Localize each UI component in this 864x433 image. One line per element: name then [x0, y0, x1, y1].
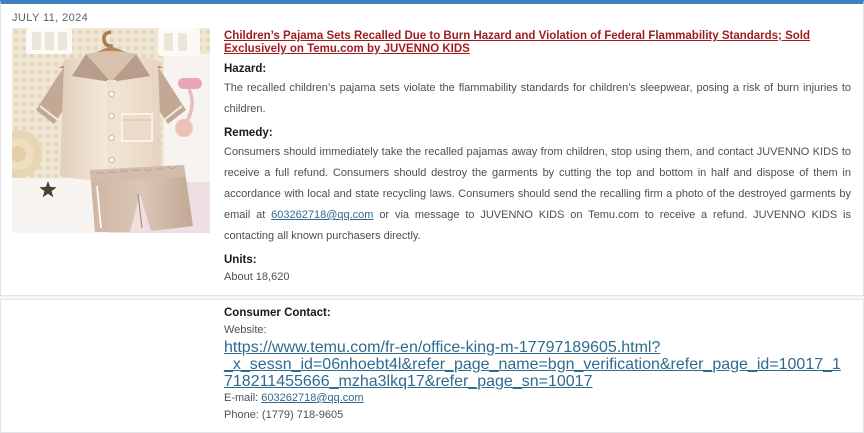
recall-body: [1, 28, 863, 295]
consumer-contact-label: Consumer Contact:: [224, 307, 331, 319]
website-label: Website:: [224, 324, 267, 336]
email-label: E-mail:: [224, 392, 262, 404]
recall-title-link[interactable]: Children’s Pajama Sets Recalled Due to Burn Hazard and Violation of Federal Flammability Standards; Sold Exclusively on Temu.com by JUVENNO KIDS: [224, 30, 810, 55]
website-url-link[interactable]: [224, 339, 849, 390]
hazard-text: The recalled children’s pajama sets violate the flammability standards for children’s sleepwear, posing a risk of burn injuries to children.: [224, 82, 851, 115]
consumer-contact-section: [1, 300, 863, 432]
remedy-email-link[interactable]: 603262718@qq.com: [271, 209, 374, 221]
consumer-contact-card: [0, 299, 864, 433]
product-photo[interactable]: [12, 28, 210, 233]
email-link[interactable]: 603262718@qq.com: [261, 392, 364, 404]
recall-date: JULY 11, 2024: [12, 12, 89, 24]
website-url-line2: _x_sessn_id=06nhoebt4l&refer_page_name=bgn_verification&refer_page_id=10017_1718211455666_mzha3lkq17&refer_page_sn=10017: [224, 356, 841, 390]
hazard-label: Hazard:: [224, 63, 267, 75]
pajama-set-image: [12, 28, 210, 233]
remedy-text-after: or via message to JUVENNO KIDS on Temu.com to receive a refund. JUVENNO KIDS is contacting all known purchasers directly.: [224, 209, 851, 242]
units-value: About 18,620: [224, 271, 290, 283]
remedy-text: [224, 142, 851, 247]
recall-text-column: [224, 30, 851, 285]
email-line: [224, 390, 849, 407]
website-url-line1: https://www.temu.com/fr-en/office-king-m-17797189605.html?: [224, 339, 661, 356]
units-label: Units:: [224, 254, 257, 266]
remedy-label: Remedy:: [224, 127, 273, 139]
phone-line: Phone: (1779) 718-9605: [224, 409, 344, 421]
remedy-text-before: Consumers should immediately take the recalled pajamas away from children, stop using them, and contact JUVENNO KIDS to receive a full refund. Consumers should destroy the garments by cutting the top and bottom in half and dispose of them in accordance with local and state recycling laws. Consumers should send the recalling firm a photo of the destroyed garments by email at: [224, 146, 851, 221]
